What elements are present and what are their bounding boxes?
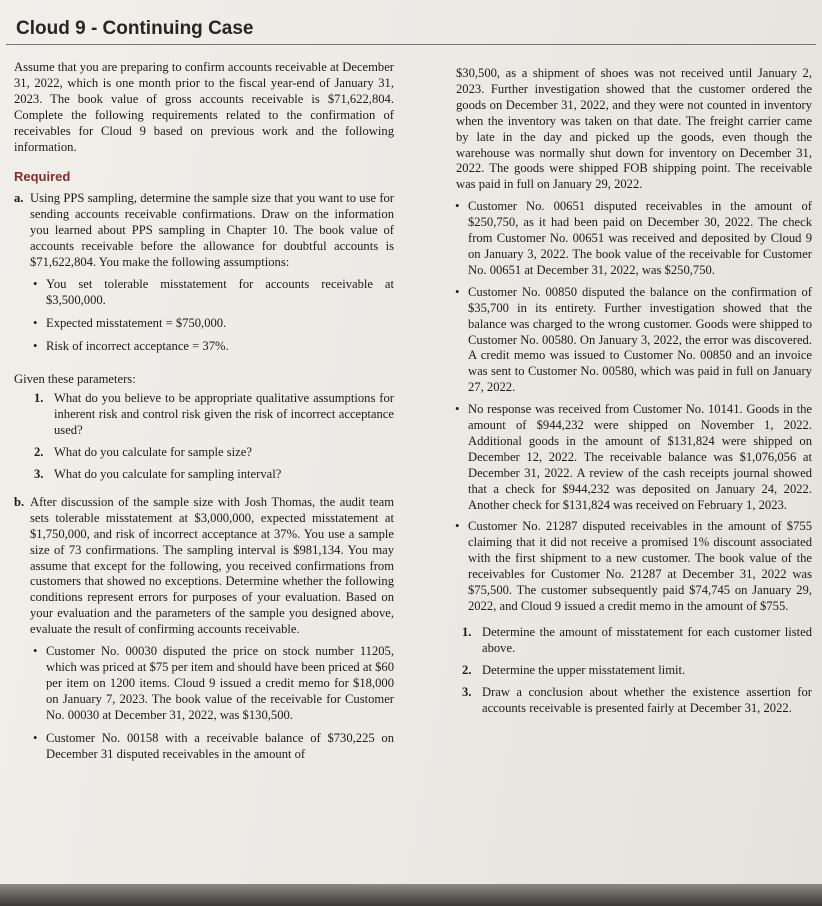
assumption-item: • Expected misstatement = $750,000. <box>30 316 394 332</box>
customer-item: • Customer No. 00651 disputed receivables in the amount of $250,750, as it had been paid on December 30, 2022. The check from Customer No. 00651 was received and deposited by Cloud 9 on January 3, 2022. The book value of the receivable for Customer No. 00651 at December 31, 2022, was $250,750. <box>452 199 812 279</box>
right-column <box>452 66 812 722</box>
part-a-text: Using PPS sampling, determine the sample size that you want to use for sending accounts receivable confirmations. Draw on the information you learned about PPS sampling in Chapter 10. The book value of accounts receivable before the allowance for doubtful accounts is $71,622,804. You make the following assumptions: <box>30 191 394 269</box>
question-item <box>34 391 394 439</box>
question-text: What do you believe to be appropriate qualitative assumptions for inherent risk and control risk given the risk of incorrect acceptance used? <box>54 391 394 438</box>
customer-item: • Customer No. 00850 disputed the balance on the confirmation of $35,700 in its entirety. Further investigation showed that the balance was charged to the wrong customer. Goods were shipped to Customer No. 00580. On January 3, 2022, the error was discovered. A credit memo was issued to Customer No. 00850 and an invoice was sent to Customer No. 00580, which was paid in full on January 27, 2022. <box>452 285 812 396</box>
question-number: 1. <box>34 391 44 406</box>
left-column <box>14 60 394 769</box>
customer-list-right <box>452 199 812 615</box>
question-text: What do you calculate for sampling interval? <box>54 467 282 482</box>
part-b-questions <box>452 625 812 717</box>
assumption-item: • You set tolerable misstatement for accounts receivable at $3,500,000. <box>30 277 394 309</box>
question-number: 1. <box>462 624 472 639</box>
question-number: 3. <box>462 684 472 699</box>
required-heading: Required <box>14 169 71 185</box>
customer-item: • Customer No. 00030 disputed the price on stock number 11205, which was priced at $75 per item and should have been priced at $60 per item on 1200 items. Cloud 9 issued a credit memo for $18,000 on January 7, 2023. The book value of the receivable for Customer No. 00030 at December 31, 2022, was $130,500. <box>30 644 394 724</box>
question-text: What do you calculate for sample size? <box>54 445 252 460</box>
question-item <box>34 445 394 461</box>
given-parameters-text: Given these parameters: <box>14 371 136 386</box>
page-bottom-edge <box>0 884 822 906</box>
customer-item: • No response was received from Customer No. 10141. Goods in the amount of $944,232 were shipped on November 1, 2022. Additional goods in the amount of $131,824 were shipped on December 12, 2022. The receivable balance was $1,076,056 at December 31, 2022. A review of the cash receipts journal showed that a check for $944,232 was deposited on January 24, 2022. Another check for $131,824 was received on February 1, 2023. <box>452 402 812 513</box>
question-item <box>34 467 394 483</box>
question-number: 2. <box>34 445 44 460</box>
part-b <box>14 495 394 770</box>
question-text: Determine the amount of misstatement for each customer listed above. <box>482 624 812 655</box>
part-b-text: After discussion of the sample size with Josh Thomas, the audit team sets tolerable misstatement at $3,000,000, expected misstatement at $1,750,000, and risk of incorrect acceptance at 37%. You use a sample size of 73 confirmations. The sampling interval is $981,134. You may assume that except for the following, you received confirmations from customers that showed no exceptions. Determine whether the following conditions represent errors for purposes of your evaluation. Based on your evaluation and the parameters of the sample you designed above, evaluate the result of confirming accounts receivable. <box>30 494 394 637</box>
customer-list-left <box>30 644 394 762</box>
question-number: 2. <box>462 662 472 677</box>
part-a-questions <box>14 391 394 483</box>
question-item <box>462 625 812 657</box>
customer-item: • Customer No. 00158 with a receivable balance of $730,225 on December 31 disputed receivables in the amount of <box>30 731 394 763</box>
part-a-label: a. <box>14 191 24 206</box>
question-item <box>462 685 812 717</box>
page-title: Cloud 9 - Continuing Case <box>16 18 254 39</box>
question-item <box>462 663 812 679</box>
part-b-label: b. <box>14 494 25 509</box>
assumption-item: • Risk of incorrect acceptance = 37%. <box>30 339 394 355</box>
part-a <box>14 191 394 361</box>
continued-paragraph: $30,500, as a shipment of shoes was not received until January 2, 2023. Further investigation showed that the customer ordered the goods on December 31, 2022, and they were not counted in inventory when the inventory was taken on that date. The freight carrier came by late in the day and picked up the goods, even though the warehouse was normally shut down for inventory on December 31, 2022. The goods were shipped FOB shipping point. The receivable was paid in full on January 29, 2022. <box>456 66 812 192</box>
assumption-list <box>30 277 394 355</box>
question-number: 3. <box>34 467 44 482</box>
question-text: Draw a conclusion about whether the existence assertion for accounts receivable is presented fairly at December 31, 2022. <box>482 684 812 715</box>
title-divider <box>6 44 816 45</box>
customer-item: • Customer No. 21287 disputed receivables in the amount of $755 claiming that it did not receive a promised 1% discount associated with the first shipment to a new customer. The book value of the receivables for Customer No. 21287 at December 31, 2022 was $75,500. The customer subsequently paid $74,745 on January 29, 2022, and Cloud 9 issued a credit memo in the amount of $755. <box>452 519 812 614</box>
intro-paragraph: Assume that you are preparing to confirm accounts receivable at December 31, 2022, which is one month prior to the fiscal year-end of January 31, 2023. The book value of gross accounts receivable is $71,622,804. Complete the following requirements related to the confirmation of receivables for Cloud 9 based on previous work and the following information. <box>14 60 394 154</box>
question-text: Determine the upper misstatement limit. <box>482 662 686 677</box>
